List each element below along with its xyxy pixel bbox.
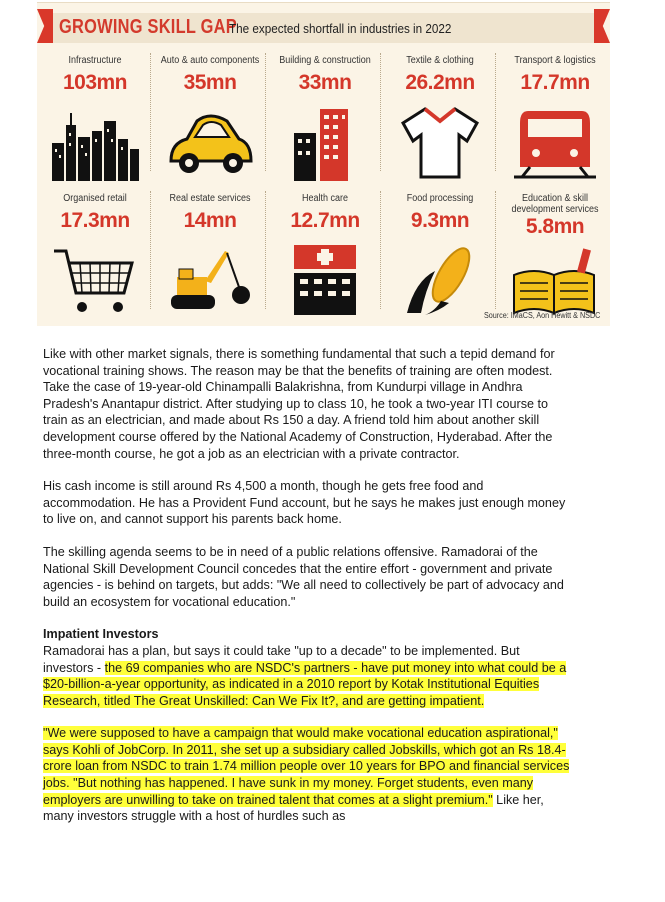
- stat-infrastructure: Infrastructure 103mn: [40, 55, 150, 185]
- skill-gap-infographic: [37, 2, 610, 326]
- article-body: [43, 346, 573, 841]
- stat-textile: Textile & clothing 26.2mn: [385, 55, 495, 185]
- train-icon: [510, 103, 600, 181]
- infographic-title: GROWING SKILL GAP: [59, 16, 237, 38]
- excavator-icon: [165, 241, 255, 319]
- infographic-source: Source: IMaCS, Aon Hewitt & NSDC: [483, 311, 600, 320]
- paragraph-3: The skilling agenda seems to be in need of a public relations offensive. Ramadorai of the National Skill Development Council concedes that the entire effort - government and private agencies - is behind on targets, but adds: "We all need to collectively be part of advocacy and build an ecosystem for vocational education.": [43, 544, 564, 609]
- paragraph-2: His cash income is still around Rs 4,500 a month, though he gets free food and accommodation. He has a Provident Fund account, but he says he makes just enough money to live on, and cannot support his parents back home.: [43, 479, 566, 527]
- book-pencil-icon: [510, 241, 600, 319]
- paragraph-5: "We were supposed to have a campaign that would make vocational education aspirational," says Kohli of JobCorp. In 2011, she set up a subsidiary called Jobskills, which got an Rs 18.4-crore loan from NSDC to train 1.74 million people over 10 years for BPO and financial services jobs. "But nothing has happened. I have sunk in my money. Forget students, even many employers are unwilling to take on trained talent that comes at a slight premium." Like her, many investors struggle with a host of hurdles such as: [43, 726, 570, 824]
- shopping-cart-icon: [50, 241, 140, 319]
- paragraph-1: Like with other market signals, there is something fundamental that such a tepid demand for vocational training shows. The reason may be that the benefits of training are often modest. Take the case of 19-year-old Chinampalli Balakrishna, from Kundurpi village in Andhra Pradesh's Anantapur district. After studying up to class 10, he took a two-year ITI course to train as an electrician, and made about Rs 150 a day. A friend told him about another skill development course offered by the National Academy of Construction, Hyderabad. After the three-month course, he got a job as an electrician with a private contractor.: [43, 347, 555, 461]
- infographic-subtitle: The expected shortfall in industries in 2022: [229, 21, 452, 36]
- stat-building: Building & construction 33mn: [270, 55, 380, 185]
- stat-transport: Transport & logistics 17.7mn: [500, 55, 610, 185]
- highlighted-text: "We were supposed to have a campaign that would make vocational education aspirational," says Kohli of JobCorp. In 2011, she set up a subsidiary called Jobskills, which got an Rs 18.4-crore loan from NSDC to train 1.74 million people over 10 years for BPO and financial services jobs. "But nothing has happened. I have sunk in my money. Forget students, even many employers are unwilling to take on trained talent that comes at a slight premium.": [43, 726, 570, 807]
- stat-auto: Auto & auto components 35mn: [155, 55, 265, 185]
- highlighted-text: the 69 companies who are NSDC's partners - have put money into what could be a $20-billion-a-year opportunity, as indicated in a 2010 report by Kotak Institutional Equities Research, titled The Great Unskilled: Can We Fix It?, and are getting impatient.: [43, 660, 567, 708]
- stat-food: Food processing 9.3mn: [385, 193, 495, 323]
- infographic-banner: [37, 9, 610, 45]
- stat-education: Education & skill development services 5.8mn: [500, 193, 610, 323]
- section-heading: Impatient Investors: [43, 627, 159, 642]
- stat-retail: Organised retail 17.3mn: [40, 193, 150, 323]
- car-icon: [165, 103, 255, 181]
- first-aid-icon: [280, 241, 370, 319]
- paragraph-4: Ramadorai has a plan, but says it could take "up to a decade" to be implemented. But investors - the 69 companies who are NSDC's partners - have put money into what could be a $20-billion-a-year opportunity, as indicated in a 2010 report by Kotak Institutional Equities Research, titled The Great Unskilled: Can We Fix It?, and are getting impatient.: [43, 643, 567, 708]
- stat-health: Health care 12.7mn: [270, 193, 380, 323]
- corn-icon: [395, 241, 485, 319]
- shirt-icon: [395, 103, 485, 181]
- city-skyline-icon: [50, 103, 140, 181]
- stat-real-estate: Real estate services 14mn: [155, 193, 265, 323]
- building-icon: [280, 103, 370, 181]
